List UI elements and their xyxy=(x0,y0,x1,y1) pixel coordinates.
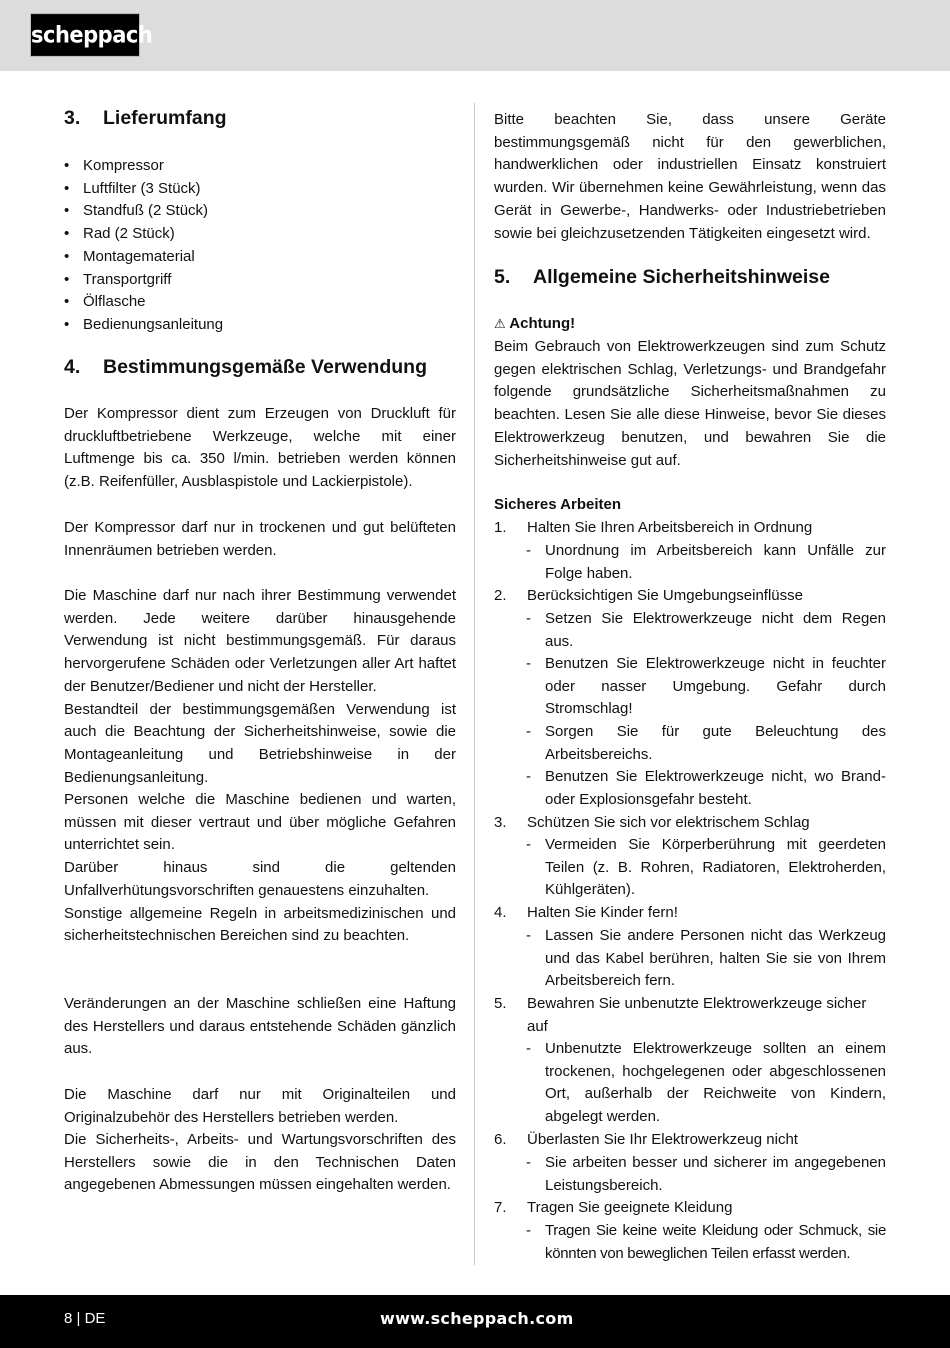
numbered-item: 3. Schützen Sie sich vor elektrischem Schlag xyxy=(494,814,810,831)
bullet-icon: • xyxy=(64,270,70,288)
bullet-icon: • xyxy=(64,315,70,333)
paragraph: Bitte beachten Sie, dass unsere Geräte bestimmungsgemäß nicht für den gewerblichen, handwerklichen oder industriellen Einsatz konstruiert wurden. Wir übernehmen keine Gewährleistung, wenn das Gerät in Gewerbe-, Handwerks- oder Industriebetrieben sowie bei gleichzusetzenden Tätigkeiten eingesetzt wird. xyxy=(494,111,886,242)
paragraph: Die Maschine darf nur mit Originalteilen und Originalzubehör des Herstellers betrieben werden. xyxy=(64,1086,456,1126)
numbered-item: 7. Tragen Sie geeignete Kleidung xyxy=(494,1199,733,1216)
website-link[interactable]: www.scheppach.com xyxy=(380,1309,574,1328)
bullet-icon: • xyxy=(64,225,70,243)
warning-icon: ⚠ xyxy=(494,317,506,332)
sub-item: - Sorgen Sie für gute Beleuchtung des Arbeitsbereichs. xyxy=(526,723,886,763)
sub-item: - Unbenutzte Elektrowerkzeuge sollten an einem trockenen, hochgelegenen oder abgeschlossenen Ort, außerhalb der Reichweite von Kindern, abgelegt werden. xyxy=(526,1040,886,1126)
numbered-item: 2. Berücksichtigen Sie Umgebungseinflüsse xyxy=(494,587,803,604)
paragraph: Bestandteil der bestimmungsgemäßen Verwendung ist auch die Beachtung der Sicherheitshinweise, sowie die Montageanleitung und Betriebshinweise in der Bedienungsanleitung. xyxy=(64,700,456,786)
subheading: Sicheres Arbeiten xyxy=(494,496,621,513)
section-4-heading: 4. Bestimmungsgemäße Verwendung xyxy=(64,356,427,378)
section-3-heading: 3. Lieferumfang xyxy=(64,107,227,129)
page-footer xyxy=(0,1295,950,1348)
sub-item: - Sie arbeiten besser und sicherer im angegebenen Leistungsbereich. xyxy=(526,1154,886,1194)
numbered-item: 6. Überlasten Sie Ihr Elektrowerkzeug nicht xyxy=(494,1131,798,1148)
list-item: • Transportgriff xyxy=(64,269,171,292)
numbered-item: 4. Halten Sie Kinder fern! xyxy=(494,904,678,921)
paragraph: Veränderungen an der Maschine schließen eine Haftung des Herstellers und daraus entstehende Schäden gänzlich aus. xyxy=(64,995,456,1058)
sub-item: - Benutzen Sie Elektrowerkzeuge nicht in feuchter oder nasser Umgebung. Gefahr durch Stromschlag! xyxy=(526,655,886,718)
sub-item: - Setzen Sie Elektrowerkzeuge nicht dem Regen aus. xyxy=(526,610,886,650)
list-item: • Kompressor xyxy=(64,155,164,178)
bullet-icon: • xyxy=(64,247,70,265)
bullet-icon: • xyxy=(64,157,70,174)
list-item: • Ölflasche xyxy=(64,291,146,314)
paragraph: Darüber hinaus sind die geltenden Unfallverhütungsvorschriften genauestens einzuhalten. xyxy=(64,859,456,899)
list-item: • Luftfilter (3 Stück) xyxy=(64,178,201,201)
paragraph: Die Maschine darf nur nach ihrer Bestimmung verwendet werden. Jede weitere darüber hinausgehende Verwendung ist nicht bestimmungsgemäß. Für daraus hervorgerufene Schäden oder Verletzungen aller Art haftet der Benutzer/Bediener und nicht der Hersteller. xyxy=(64,587,456,695)
paragraph: Sonstige allgemeine Regeln in arbeitsmedizinischen und sicherheitstechnischen Bereichen sind zu beachten. xyxy=(64,904,456,945)
bullet-icon: • xyxy=(64,293,70,311)
paragraph: Die Sicherheits-, Arbeits- und Wartungsvorschriften des Herstellers sowie die in den Technischen Daten angegebenen Abmessungen müssen eingehalten werden. xyxy=(64,1131,456,1194)
paragraph: Personen welche die Maschine bedienen und warten, müssen mit dieser vertraut und über mögliche Gefahren unterrichtet sein. xyxy=(64,791,456,854)
list-item: • Standfuß (2 Stück) xyxy=(64,200,208,223)
sub-item: - Unordnung im Arbeitsbereich kann Unfälle zur Folge haben. xyxy=(526,542,886,582)
numbered-item: 5. Bewahren Sie unbenutzte Elektrowerkzeuge sicher auf xyxy=(494,995,867,1035)
warning-label: ⚠ Achtung! xyxy=(494,315,576,332)
bullet-icon: • xyxy=(64,179,70,197)
paragraph: Der Kompressor darf nur in trockenen und gut belüfteten Innenräumen betrieben werden. xyxy=(64,519,456,559)
numbered-item: 1. Halten Sie Ihren Arbeitsbereich in Ordnung xyxy=(494,519,813,536)
page-number: 8 | DE xyxy=(64,1310,106,1327)
list-item: • Montagematerial xyxy=(64,246,195,269)
list-item: • Bedienungsanleitung xyxy=(64,314,223,337)
bullet-icon: • xyxy=(64,202,70,220)
sub-item: - Tragen Sie keine weite Kleidung oder Schmuck, sie könnten von beweglichen Teilen erfasst werden. xyxy=(526,1222,886,1262)
section-5-heading: 5. Allgemeine Sicherheitshinweise xyxy=(494,266,830,288)
list-item: • Rad (2 Stück) xyxy=(64,223,175,246)
paragraph: Der Kompressor dient zum Erzeugen von Druckluft für druckluftbetriebene Werkzeuge, welche mit einer Luftmenge bis ca. 350 l/min. betrieben werden können (z.B. Reifenfüller, Ausblaspistole und Lackierpistole). xyxy=(64,405,456,491)
warning-text: Beim Gebrauch von Elektrowerkzeugen sind zum Schutz gegen elektrischen Schlag, Verletzungs- und Brandgefahr folgende grundsätzliche Sicherheitsmaßnahmen zu beachten. Lesen Sie alle diese Hinweise, bevor Sie dieses Elektrowerkzeug benutzen, und bewahren Sie die Sicherheitshinweise gut auf. xyxy=(494,338,886,469)
scheppach-logo: scheppach xyxy=(30,13,140,57)
sub-item: - Lassen Sie andere Personen nicht das Werkzeug und das Kabel berühren, halten Sie sie von Ihrem Arbeitsbereich fern. xyxy=(526,927,886,990)
column-divider xyxy=(474,103,475,1265)
page-header xyxy=(0,0,950,71)
sub-item: - Vermeiden Sie Körperberührung mit geerdeten Teilen (z. B. Rohren, Radiatoren, Elektroherden, Kühlgeräten). xyxy=(526,836,886,899)
sub-item: - Benutzen Sie Elektrowerkzeuge nicht, wo Brand- oder Explosionsgefahr besteht. xyxy=(526,768,886,808)
